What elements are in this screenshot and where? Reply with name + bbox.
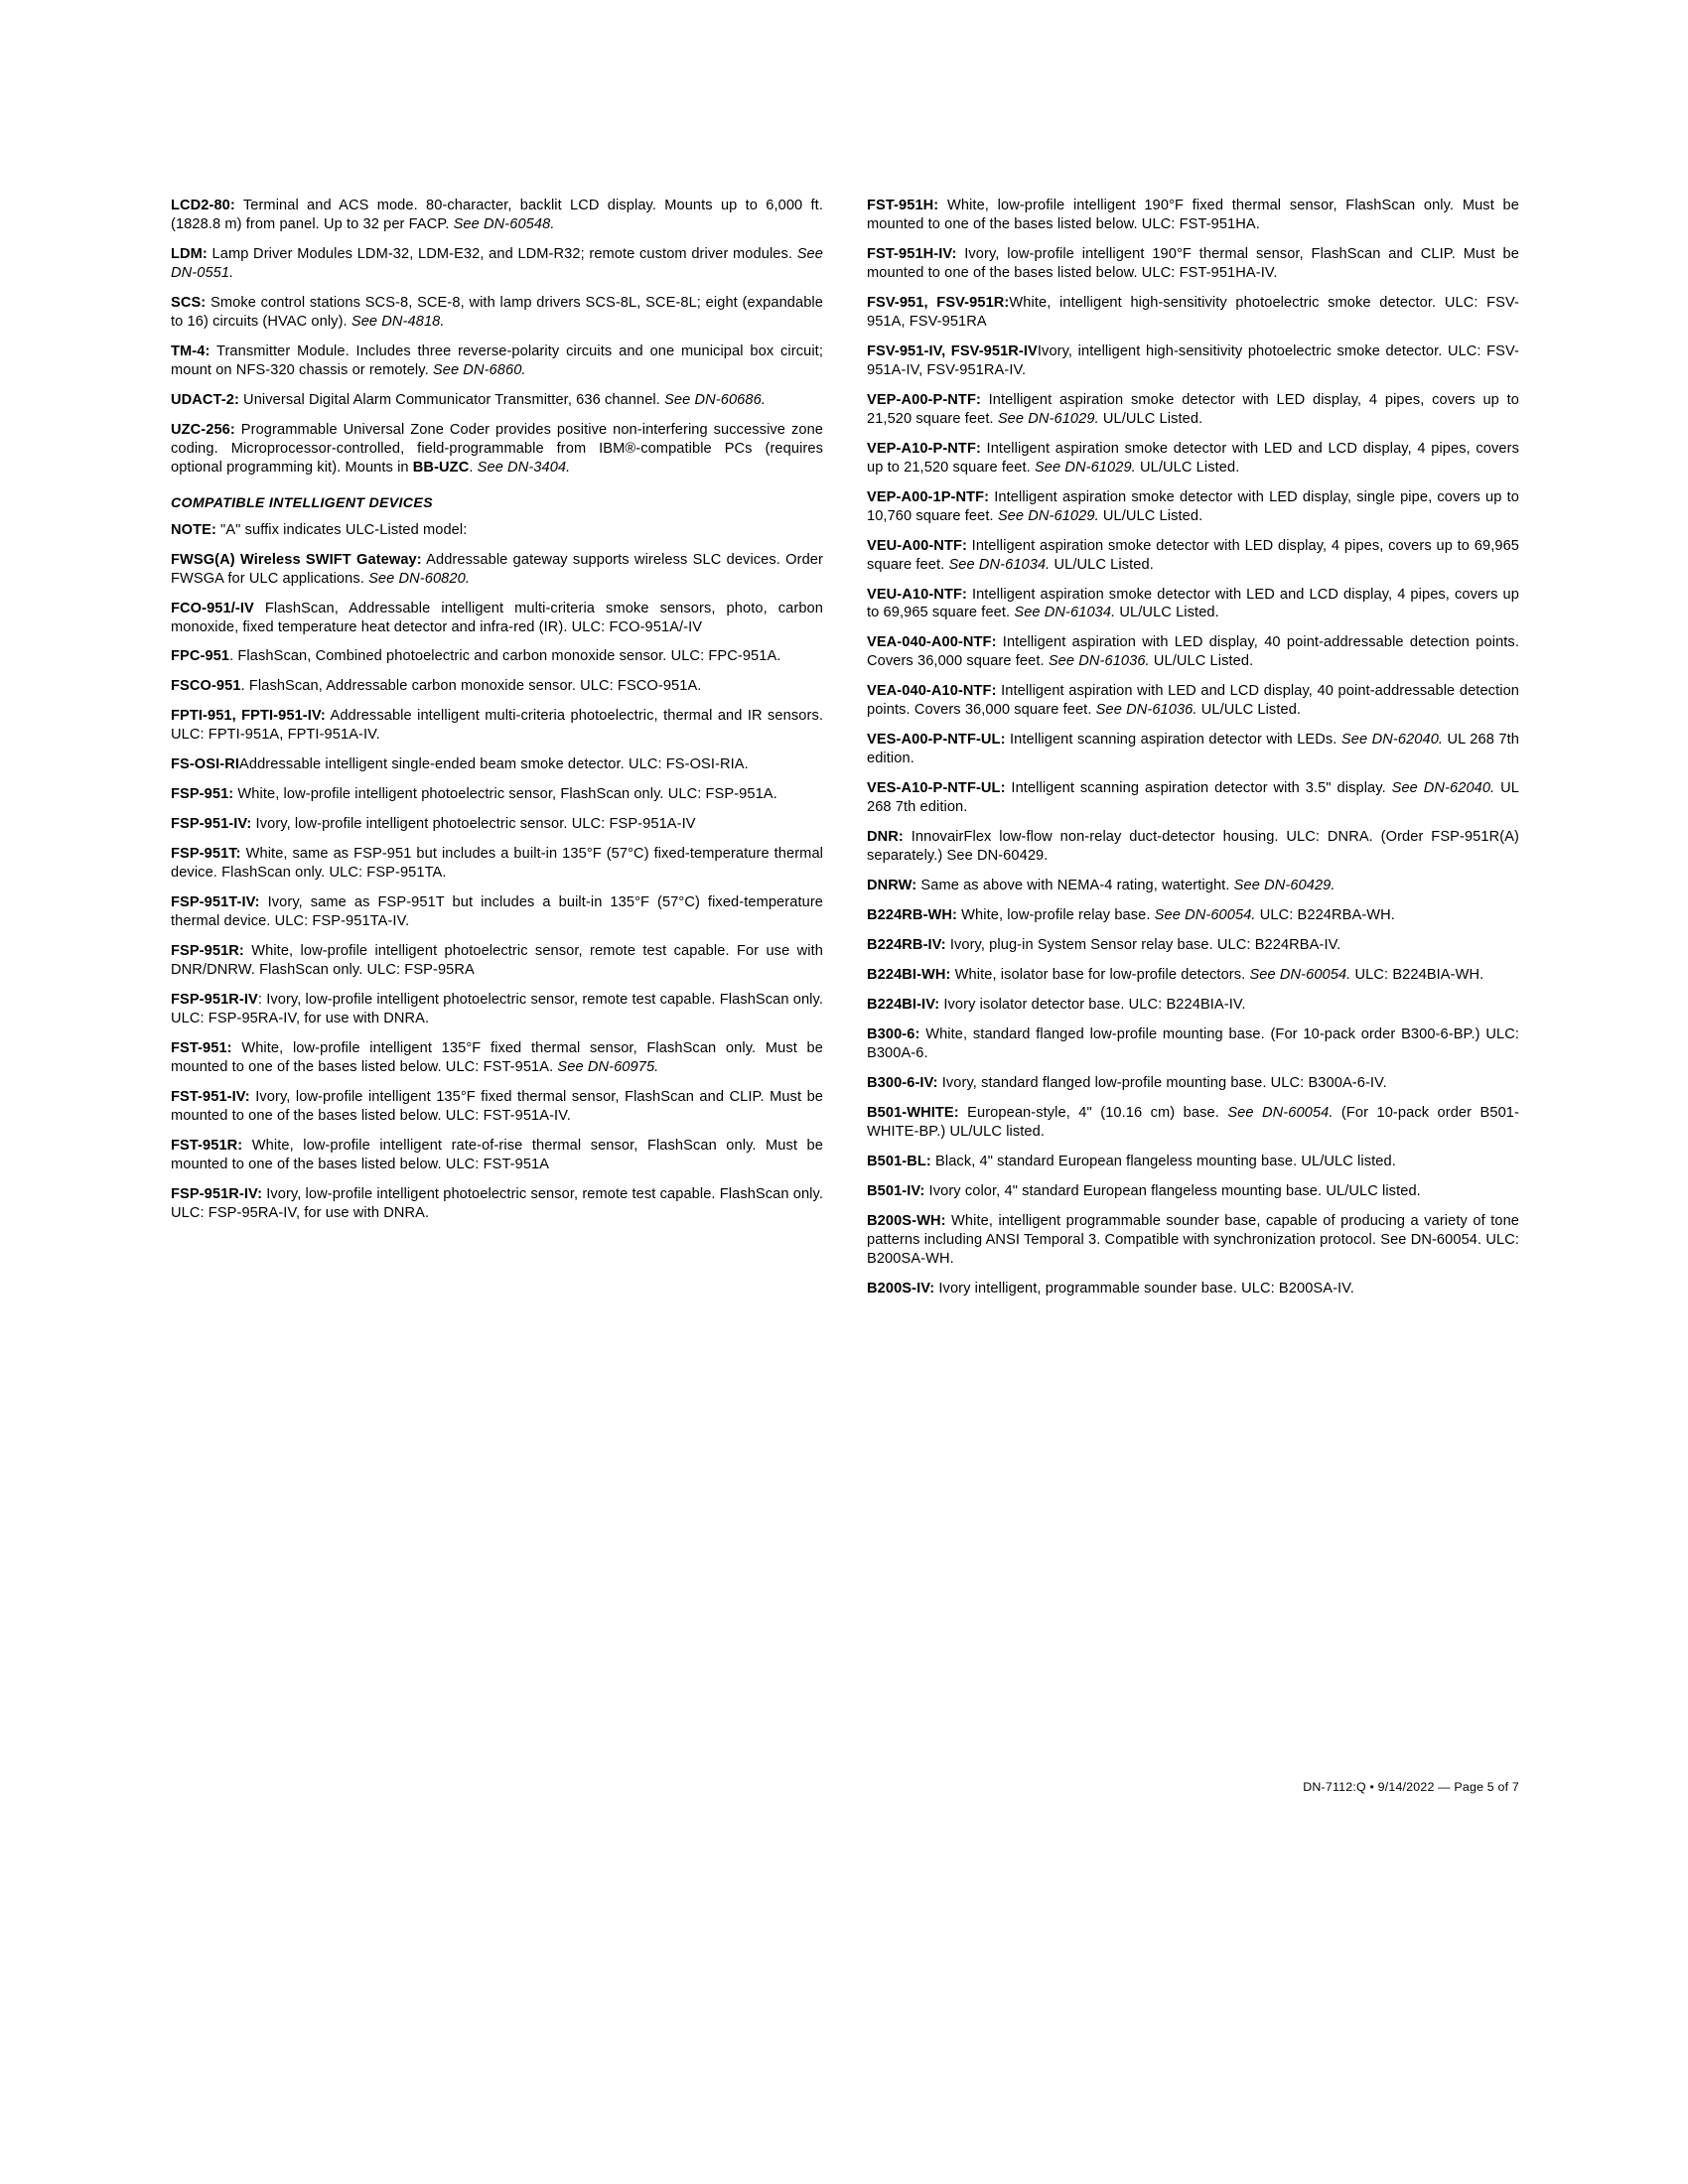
entry-lcd2-80 xyxy=(171,197,823,234)
term-label-secondary: BB-UZC xyxy=(412,459,470,476)
entry-fst-951 xyxy=(171,1039,823,1077)
term-label: B300-6-IV: xyxy=(867,1074,938,1091)
entry-fsp-951t-iv xyxy=(171,893,823,931)
entry-text: Ivory, low-profile intelligent 190°F thermal sensor, FlashScan and CLIP. Must be mounted to one of the bases listed below. ULC: FST-951HA-IV. xyxy=(867,245,1519,281)
term-label: SCS: xyxy=(171,294,207,311)
entry-text: Intelligent aspiration with LED display, 40 point-addressable detection points. Covers 36,000 square feet. xyxy=(867,634,1519,670)
entry-ves-a10-p-ntf-ul xyxy=(867,779,1519,817)
entry-ref: See DN-61029. xyxy=(997,410,1099,427)
entry-text: Intelligent aspiration smoke detector with LED and LCD display, 4 pipes, covers up to 21,520 square feet. xyxy=(867,440,1519,476)
entry-b300-6 xyxy=(867,1025,1519,1063)
entry-text: Addressable intelligent single-ended beam smoke detector. ULC: FS-OSI-RIA. xyxy=(239,756,749,773)
entry-ref: See DN-60054. xyxy=(1249,967,1351,984)
entry-fsv-951-iv xyxy=(867,342,1519,380)
entry-scs xyxy=(171,294,823,332)
entry-fsv-951 xyxy=(867,294,1519,332)
term-label: VES-A10-P-NTF-UL: xyxy=(867,780,1006,797)
entry-text: Same as above with NEMA-4 rating, watertight. xyxy=(916,878,1234,894)
term-label: B224RB-IV: xyxy=(867,937,946,954)
entry-text: Ivory, low-profile intelligent 135°F fixed thermal sensor, FlashScan and CLIP. Must be mounted to one of the bases listed below. ULC: FST-951A-IV. xyxy=(171,1088,823,1124)
entry-text: Ivory intelligent, programmable sounder base. ULC: B200SA-IV. xyxy=(934,1280,1354,1297)
entry-text: Programmable Universal Zone Coder provides positive non-interfering successive zone coding. Microprocessor-controlled, field-programmable from IBM®-compatible PCs (requires optional programming kit). Mounts in xyxy=(171,421,823,476)
entry-text: Ivory, plug-in System Sensor relay base. ULC: B224RBA-IV. xyxy=(945,937,1341,954)
entry-udact-2 xyxy=(171,391,823,410)
term-label: FST-951R: xyxy=(171,1137,243,1154)
term-label: FSP-951R-IV xyxy=(171,992,258,1009)
term-label: VEP-A10-P-NTF: xyxy=(867,440,981,457)
term-label: VEP-A00-1P-NTF: xyxy=(867,488,990,505)
entry-dnrw xyxy=(867,877,1519,895)
term-label: VEU-A00-NTF: xyxy=(867,537,967,554)
entry-b224rb-iv xyxy=(867,936,1519,955)
entry-text: . FlashScan, Combined photoelectric and carbon monoxide sensor. ULC: FPC-951A. xyxy=(229,648,781,665)
entry-text: Ivory, low-profile intelligent photoelectric sensor. ULC: FSP-951A-IV xyxy=(251,816,696,833)
entry-text: Intelligent scanning aspiration detector with LEDs. xyxy=(1005,732,1341,749)
term-label: UDACT-2: xyxy=(171,391,239,408)
entry-fst-951h-iv xyxy=(867,245,1519,283)
term-label: FSP-951T-IV: xyxy=(171,894,260,911)
entry-ldm xyxy=(171,245,823,283)
entry-vep-a00-p-ntf xyxy=(867,391,1519,429)
entry-text: Ivory, same as FSP-951T but includes a built-in 135°F (57°C) fixed-temperature thermal device. ULC: FSP-951TA-IV. xyxy=(171,894,823,930)
term-label: VEP-A00-P-NTF: xyxy=(867,391,981,408)
page-content xyxy=(171,197,1519,1309)
entry-fco-951-iv xyxy=(171,600,823,637)
entry-ref: See DN-62040. xyxy=(1391,780,1495,797)
entry-text: White, low-profile intelligent photoelectric sensor, remote test capable. For use with DNR/DNRW. FlashScan only. ULC: FSP-95RA xyxy=(171,943,823,979)
term-label: VEA-040-A00-NTF: xyxy=(867,634,997,651)
entry-text: Ivory isolator detector base. ULC: B224BIA-IV. xyxy=(939,997,1246,1013)
term-label: B224BI-IV: xyxy=(867,997,940,1013)
term-label: LDM: xyxy=(171,245,208,262)
entry-uzc-256 xyxy=(171,421,823,478)
entry-tail: UL/ULC Listed. xyxy=(1098,507,1203,524)
term-label: LCD2-80: xyxy=(171,198,235,213)
entry-vea-040-a10-ntf xyxy=(867,682,1519,720)
term-label: B224BI-WH: xyxy=(867,967,951,984)
entry-vep-a00-1p-ntf xyxy=(867,488,1519,526)
entry-ves-a00-p-ntf-ul xyxy=(867,731,1519,768)
term-label: FSP-951T: xyxy=(171,846,241,863)
entry-fsp-951r-iv xyxy=(171,991,823,1028)
entry-ref: See DN-61036. xyxy=(1095,702,1197,719)
entry-fsp-951r xyxy=(171,942,823,980)
entry-text: Ivory, standard flanged low-profile mounting base. ULC: B300A-6-IV. xyxy=(937,1074,1387,1091)
entry-text: White, isolator base for low-profile detectors. xyxy=(950,967,1250,984)
entry-tail: UL/ULC Listed. xyxy=(1098,410,1203,427)
term-label: B200S-WH: xyxy=(867,1212,946,1229)
section-heading: COMPATIBLE INTELLIGENT DEVICES xyxy=(171,494,433,511)
term-label: UZC-256: xyxy=(171,421,235,438)
term-label: VEU-A10-NTF: xyxy=(867,586,967,603)
entry-fwsga xyxy=(171,551,823,589)
term-label: B501-WHITE: xyxy=(867,1104,959,1121)
entry-text: Intelligent aspiration smoke detector with LED display, single pipe, covers up to 10,760 square feet. xyxy=(867,488,1519,524)
entry-text: : Ivory, low-profile intelligent photoelectric sensor, remote test capable. FlashScan only. ULC: FSP-95RA-IV, for use with DNRA. xyxy=(171,992,823,1027)
entry-b501-iv xyxy=(867,1182,1519,1201)
entry-tail: UL/ULC Listed. xyxy=(1135,459,1240,476)
term-label: DNRW: xyxy=(867,878,917,894)
entry-tail: UL/ULC Listed. xyxy=(1149,653,1254,670)
entry-text: "A" suffix indicates ULC-Listed model: xyxy=(215,521,468,538)
entry-fsp-951 xyxy=(171,785,823,804)
entry-ref: See DN-0551. xyxy=(171,245,823,281)
entry-veu-a10-ntf xyxy=(867,586,1519,623)
left-column xyxy=(171,197,823,1309)
term-label: TM-4: xyxy=(171,342,211,359)
entry-text: White, low-profile intelligent rate-of-rise thermal sensor, FlashScan only. Must be mounted to one of the bases listed below. ULC: FST-951A xyxy=(171,1137,823,1172)
term-label: FSV-951-IV, FSV-951R-IV xyxy=(867,342,1038,359)
entry-text: Addressable intelligent multi-criteria photoelectric, thermal and IR sensors. ULC: FPTI-951A, FPTI-951A-IV. xyxy=(171,708,823,744)
term-label: FST-951H-IV: xyxy=(867,245,957,262)
entry-text: Intelligent scanning aspiration detector with 3.5" display. xyxy=(1005,780,1392,797)
entry-text: Ivory color, 4" standard European flangeless mounting base. UL/ULC listed. xyxy=(924,1182,1421,1199)
entry-fsco-951 xyxy=(171,677,823,696)
entry-text: White, low-profile intelligent photoelectric sensor, FlashScan only. ULC: FSP-951A. xyxy=(233,786,777,803)
entry-ref: See DN-3404. xyxy=(477,459,571,476)
entry-fsp-951-iv xyxy=(171,815,823,834)
entry-text: European-style, 4" (10.16 cm) base. xyxy=(958,1104,1228,1121)
entry-tail: UL 268 7th edition. xyxy=(867,780,1519,816)
entry-veu-a00-ntf xyxy=(867,537,1519,575)
term-label: FWSG(A) Wireless SWIFT Gateway: xyxy=(171,551,422,568)
entry-text: Black, 4" standard European flangeless mounting base. UL/ULC listed. xyxy=(930,1153,1396,1169)
term-label: FST-951H: xyxy=(867,198,939,213)
entry-text: Ivory, low-profile intelligent photoelectric sensor, remote test capable. FlashScan only. ULC: FSP-95RA-IV, for use with DNRA. xyxy=(171,1185,823,1221)
entry-ref: See DN-60975. xyxy=(557,1058,659,1075)
entry-ref: See DN-6860. xyxy=(432,361,526,378)
two-column-layout xyxy=(171,197,1519,1309)
entry-text: Transmitter Module. Includes three reverse-polarity circuits and one municipal box circuit; mount on NFS-320 chassis or remotely. xyxy=(171,342,823,378)
entry-text: Addressable gateway supports wireless SLC devices. Order FWSGA for ULC applications. xyxy=(171,551,823,587)
entry-text: FlashScan, Addressable intelligent multi-criteria smoke sensors, photo, carbon monoxide, fixed temperature heat detector and infra-red (IR). ULC: FCO-951A/-IV xyxy=(171,600,823,635)
entry-b200s-iv xyxy=(867,1280,1519,1298)
entry-tail: UL/ULC Listed. xyxy=(1196,702,1302,719)
term-label: B224RB-WH: xyxy=(867,907,957,924)
entry-b224rb-wh xyxy=(867,906,1519,925)
entry-text: White, same as FSP-951 but includes a built-in 135°F (57°C) fixed-temperature thermal device. FlashScan only. ULC: FSP-951TA. xyxy=(171,846,823,882)
term-label: FPC-951 xyxy=(171,648,230,665)
entry-b501-bl xyxy=(867,1153,1519,1171)
term-label: B501-IV: xyxy=(867,1182,925,1199)
right-column xyxy=(867,197,1519,1309)
entry-text-secondary: . xyxy=(469,459,478,476)
entry-text: Lamp Driver Modules LDM-32, LDM-E32, and LDM-R32; remote custom driver modules. xyxy=(207,245,797,262)
entry-ref: See DN-61029. xyxy=(1034,459,1136,476)
entry-text: Intelligent aspiration smoke detector with LED display, 4 pipes, covers up to 69,965 square feet. xyxy=(867,537,1519,573)
entry-fsp-951r-iv-2 xyxy=(171,1185,823,1223)
entry-text: White, low-profile intelligent 135°F fixed thermal sensor, FlashScan only. Must be mounted to one of the bases listed below. ULC: FST-951A. xyxy=(171,1040,823,1075)
entry-ref: See DN-60548. xyxy=(453,215,555,232)
term-label: VES-A00-P-NTF-UL: xyxy=(867,732,1006,749)
term-label: VEA-040-A10-NTF: xyxy=(867,683,997,700)
entry-ref: See DN-60054. xyxy=(1154,907,1256,924)
entry-text: White, intelligent programmable sounder base, capable of producing a variety of tone patterns including ANSI Temporal 3. Compatible with synchronization protocol. See DN-60054. ULC: B200SA-WH. xyxy=(867,1212,1519,1267)
term-label: FSCO-951 xyxy=(171,678,241,695)
term-label: NOTE: xyxy=(171,521,216,538)
entry-dnr xyxy=(867,828,1519,866)
entry-b501-white xyxy=(867,1104,1519,1142)
entry-vea-040-a00-ntf xyxy=(867,633,1519,671)
entry-ref: See DN-62040. xyxy=(1340,732,1444,749)
entry-tm-4 xyxy=(171,342,823,380)
entry-tail: (For 10-pack order B501-WHITE-BP.) UL/ULC listed. xyxy=(867,1104,1519,1140)
entry-text: Intelligent aspiration with LED and LCD display, 40 point-addressable detection points. Covers 36,000 square feet. xyxy=(867,683,1519,719)
entry-text: Universal Digital Alarm Communicator Transmitter, 636 channel. xyxy=(238,391,665,408)
entry-ref: See DN-60054. xyxy=(1227,1104,1334,1121)
entry-ref: See DN-61034. xyxy=(948,556,1051,573)
entry-note xyxy=(171,521,823,540)
entry-text: Intelligent aspiration smoke detector with LED and LCD display, 4 pipes, covers up to 69,965 square feet. xyxy=(867,586,1519,621)
entry-fst-951r xyxy=(171,1137,823,1174)
entry-ref: See DN-60429. xyxy=(1233,878,1336,894)
entry-tail: UL/ULC Listed. xyxy=(1050,556,1154,573)
term-label: B501-BL: xyxy=(867,1153,931,1169)
term-label: FPTI-951, FPTI-951-IV: xyxy=(171,708,326,725)
term-label: FSP-951R-IV: xyxy=(171,1185,263,1202)
term-label: FST-951-IV: xyxy=(171,1088,250,1105)
term-label: FCO-951/-IV xyxy=(171,600,254,616)
entry-ref: See DN-61036. xyxy=(1048,653,1150,670)
term-label: DNR: xyxy=(867,829,904,846)
entry-tail: UL 268 7th edition. xyxy=(867,732,1519,767)
entry-fpc-951 xyxy=(171,647,823,666)
entry-b224bi-wh xyxy=(867,966,1519,985)
entry-tail: UL/ULC Listed. xyxy=(1115,605,1219,621)
entry-text: Intelligent aspiration smoke detector with LED display, 4 pipes, covers up to 21,520 square feet. xyxy=(867,391,1519,427)
term-label: FS-OSI-RI xyxy=(171,756,240,773)
entry-ref: See DN-60686. xyxy=(664,391,766,408)
term-label: B300-6: xyxy=(867,1025,920,1042)
term-label: FSP-951-IV: xyxy=(171,816,252,833)
entry-fsp-951t xyxy=(171,845,823,883)
entry-ref: See DN-61034. xyxy=(1014,605,1116,621)
entry-text: Ivory, intelligent high-sensitivity photoelectric smoke detector. ULC: FSV-951A-IV, FSV-951RA-IV. xyxy=(867,342,1519,378)
term-label: B200S-IV: xyxy=(867,1280,935,1297)
entry-text: Terminal and ACS mode. 80-character, backlit LCD display. Mounts up to 6,000 ft. (1828.8 m) from panel. Up to 32 per FACP. xyxy=(171,198,823,232)
entry-vep-a10-p-ntf xyxy=(867,440,1519,478)
term-label: FSP-951: xyxy=(171,786,234,803)
entry-text: White, low-profile relay base. xyxy=(957,907,1155,924)
entry-tail: ULC: B224RBA-WH. xyxy=(1255,907,1395,924)
entry-ref: See DN-61029. xyxy=(997,507,1099,524)
entry-fs-osi-ri xyxy=(171,755,823,774)
entry-b224bi-iv xyxy=(867,996,1519,1015)
entry-b300-6-iv xyxy=(867,1074,1519,1093)
entry-fst-951h xyxy=(867,197,1519,234)
entry-text: White, low-profile intelligent 190°F fixed thermal sensor, FlashScan only. Must be mounted to one of the bases listed below. ULC: FST-951HA. xyxy=(867,198,1519,232)
entry-text: White, standard flanged low-profile mounting base. (For 10-pack order B300-6-BP.) ULC: B300A-6. xyxy=(867,1025,1519,1061)
term-label: FSP-951R: xyxy=(171,943,244,960)
entry-text: White, intelligent high-sensitivity photoelectric smoke detector. ULC: FSV-951A, FSV-951RA xyxy=(867,294,1519,330)
entry-ref: See DN-4818. xyxy=(351,313,445,330)
term-label: FSV-951, FSV-951R: xyxy=(867,294,1010,311)
entry-fst-951-iv xyxy=(171,1088,823,1126)
entry-ref: See DN-60820. xyxy=(368,570,470,587)
page-footer: DN-7112:Q • 9/14/2022 — Page 5 of 7 xyxy=(1303,1780,1519,1794)
term-label: FST-951: xyxy=(171,1040,232,1056)
entry-tail: ULC: B224BIA-WH. xyxy=(1350,967,1484,984)
entry-text: Smoke control stations SCS-8, SCE-8, with lamp drivers SCS-8L, SCE-8L; eight (expandable to 16) circuits (HVAC only). xyxy=(171,294,823,330)
entry-text: . FlashScan, Addressable carbon monoxide sensor. ULC: FSCO-951A. xyxy=(240,678,702,695)
entry-text: InnovairFlex low-flow non-relay duct-detector housing. ULC: DNRA. (Order FSP-951R(A) separately.) See DN-60429. xyxy=(867,829,1519,865)
entry-fpti-951 xyxy=(171,707,823,745)
entry-b200s-wh xyxy=(867,1212,1519,1269)
